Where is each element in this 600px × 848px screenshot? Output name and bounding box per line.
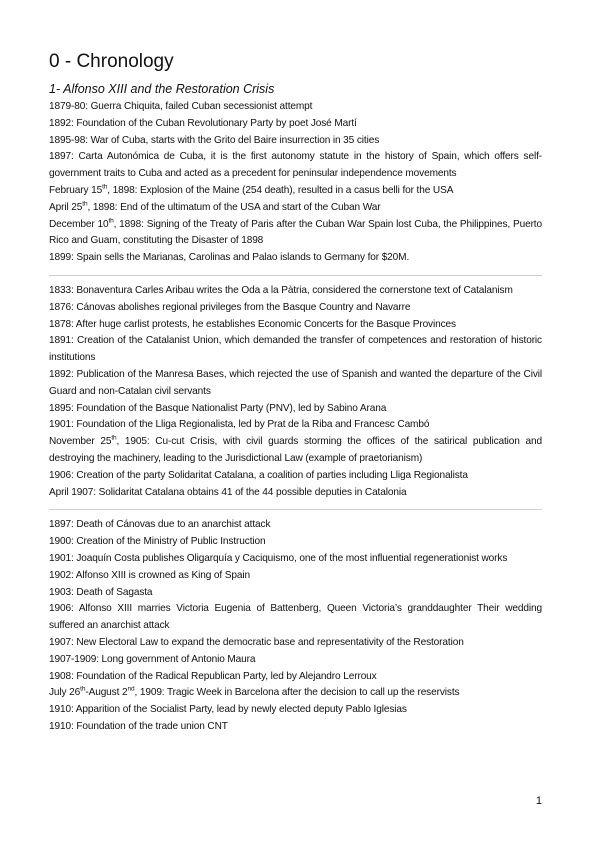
chronology-section [49, 517, 542, 735]
document-page [49, 50, 542, 736]
chronology-entry: 1910: Apparition of the Socialist Party, lead by newly elected deputy Pablo Iglesias [49, 704, 407, 716]
chronology-entry: 1895: Foundation of the Basque Nationalist Party (PNV), led by Sabino Arana [49, 402, 387, 414]
chronology-section [49, 99, 542, 267]
chronology-entry: 1876: Cánovas abolishes regional privileges from the Basque Country and Navarre [49, 301, 411, 313]
chronology-entry: April 25th, 1898: End of the ultimatum of the USA and start of the Cuban War [49, 200, 381, 213]
chronology-entry: 1899: Spain sells the Marianas, Carolinas and Palao islands to Germany for $20M. [49, 252, 410, 264]
section-subtitle: 1- Alfonso XIII and the Restoration Crisis [49, 82, 275, 96]
chronology-section [49, 283, 542, 501]
chronology-entry: February 15th, 1898: Explosion of the Maine (254 death), resulted in a casus belli for the USA [49, 183, 454, 196]
chronology-entry: 1891: Creation of the Catalanist Union, which demanded the transfer of competences and restoration of historic institutions [49, 335, 542, 364]
chronology-sections [49, 99, 542, 736]
ordinal-suffix: th [102, 183, 108, 191]
chronology-entry: 1906: Alfonso XIII marries Victoria Eugenia of Battenberg, Queen Victoria’s granddaughter Their wedding suffered an anarchist attack [49, 603, 542, 632]
chronology-entry: 1907-1909: Long government of Antonio Maura [49, 653, 256, 665]
chronology-entry: November 25th, 1905: Cu-cut Crisis, with civil guards storming the offices of the satirical publication and destroying the machinery, leading to the Jurisdictional Law (example of praetorianism) [49, 434, 542, 464]
chronology-entry: 1910: Foundation of the trade union CNT [49, 720, 228, 732]
chronology-entry: 1892: Publication of the Manresa Bases, which rejected the use of Spanish and wanted the departure of the Civil Guard and non-Catalan civil servants [49, 368, 542, 397]
chronology-entry: 1907: New Electoral Law to expand the democratic base and representativity of the Restoration [49, 636, 464, 648]
chronology-entry: 1908: Foundation of the Radical Republican Party, led by Alejandro Lerroux [49, 670, 377, 682]
ordinal-suffix: nd [127, 685, 135, 693]
chronology-entry: July 26th-August 2nd, 1909: Tragic Week in Barcelona after the decision to call up the reservists [49, 685, 460, 699]
chronology-entry: 1902: Alfonso XIII is crowned as King of Spain [49, 569, 250, 581]
ordinal-suffix: th [108, 217, 114, 225]
chronology-entry: 1906: Creation of the party Solidaritat Catalana, a coalition of parties including Lliga Regionalista [49, 469, 468, 481]
section-divider [49, 509, 542, 510]
chronology-entry: 1897: Carta Autonómica de Cuba, it is the first autonomy statute in the history of Spain, which offers self-government traits to Cuba and acted as a precedent for peninsular independence movements [49, 151, 542, 180]
chronology-entry: 1901: Foundation of the Lliga Regionalista, led by Prat de la Riba and Francesc Cambó [49, 419, 430, 431]
chronology-entry: 1901: Joaquín Costa publishes Oligarquía y Caciquismo, one of the most influential regenerationist works [49, 552, 508, 564]
chronology-entry: 1892: Foundation of the Cuban Revolutionary Party by poet José Martí [49, 117, 357, 129]
chronology-entry: 1897: Death of Cánovas due to an anarchist attack [49, 519, 271, 531]
page-number: 1 [535, 795, 542, 807]
chronology-entry: December 10th, 1898: Signing of the Treaty of Paris after the Cuban War Spain lost Cuba, the Philippines, Puerto Rico and Guam, constituting the Disaster of 1898 [49, 217, 542, 247]
chronology-entry: April 1907: Solidaritat Catalana obtains 41 of the 44 possible deputies in Catalonia [49, 486, 407, 498]
chronology-entry: 1895-98: War of Cuba, starts with the Grito del Baire insurrection in 35 cities [49, 134, 380, 146]
chronology-entry: 1879-80: Guerra Chiquita, failed Cuban secessionist attempt [49, 101, 313, 112]
chronology-entry: 1878: After huge carlist protests, he establishes Economic Concerts for the Basque Provinces [49, 318, 456, 330]
ordinal-suffix: th [111, 434, 117, 442]
page-title: 0 - Chronology [49, 51, 174, 72]
ordinal-suffix: th [80, 685, 86, 693]
chronology-entry: 1903: Death of Sagasta [49, 586, 153, 598]
chronology-entry: 1833: Bonaventura Carles Aribau writes the Oda a la Pàtria, considered the cornerstone text of Catalanism [49, 284, 513, 296]
ordinal-suffix: th [82, 200, 88, 208]
section-divider [49, 275, 542, 276]
chronology-entry: 1900: Creation of the Ministry of Public Instruction [49, 536, 266, 548]
